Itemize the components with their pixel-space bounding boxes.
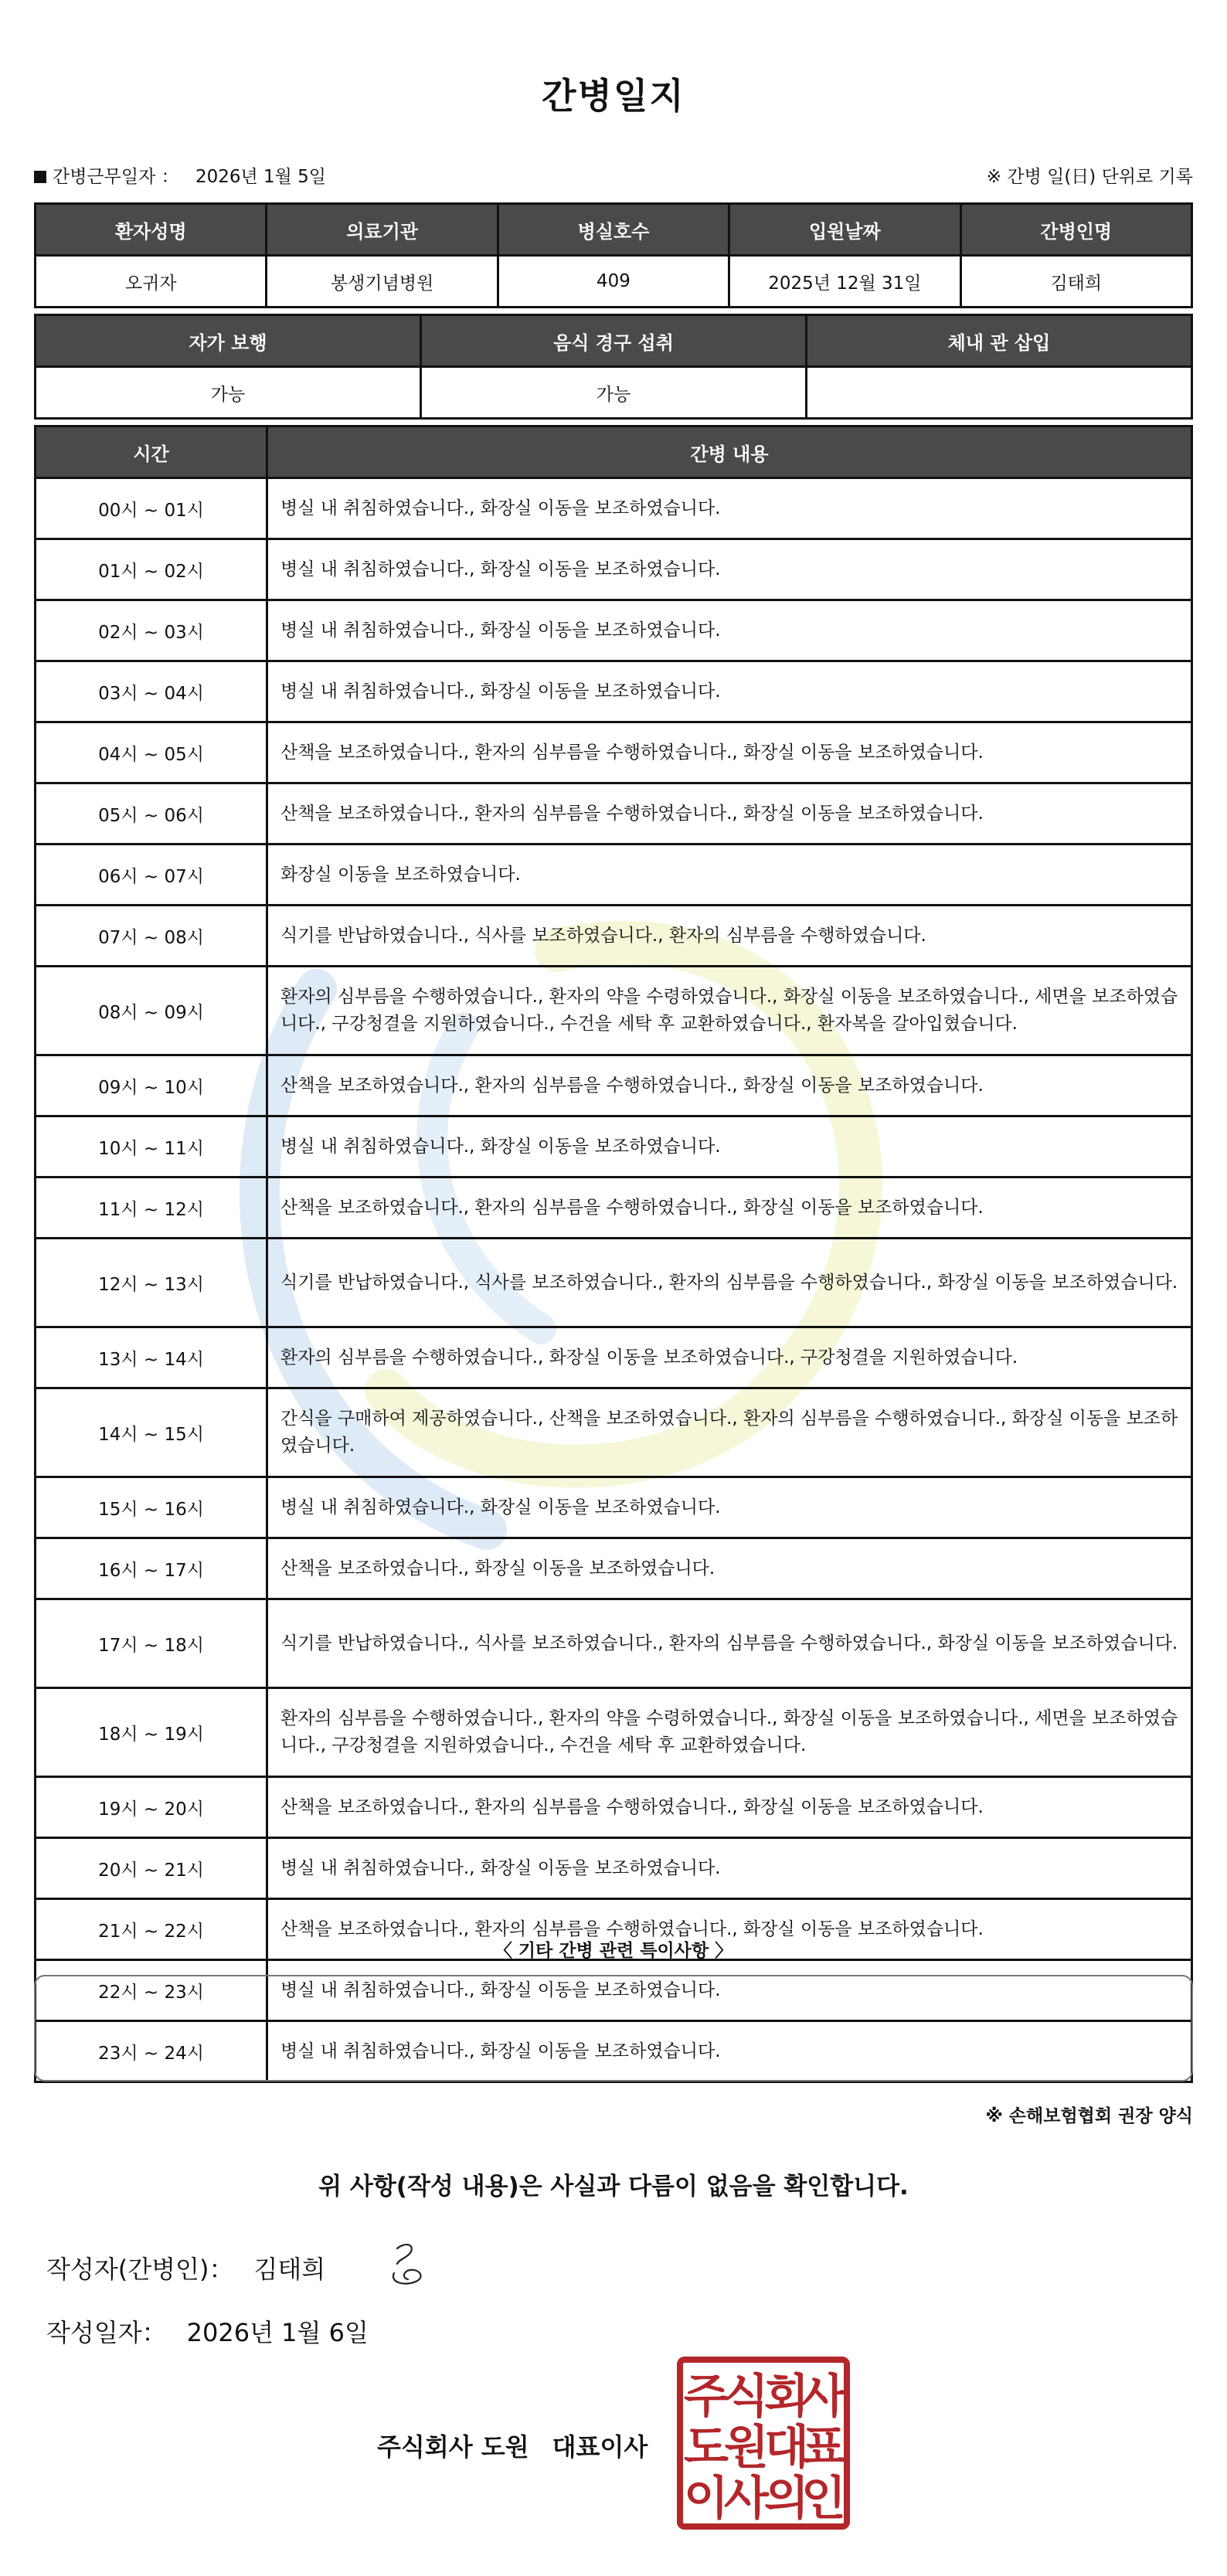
representative-title: 대표이사 [552, 2432, 648, 2462]
patient-table-row [36, 256, 1192, 308]
table-row [36, 1777, 1192, 1838]
table-row [36, 1838, 1192, 1899]
header-institution: 의료기관 [267, 204, 498, 256]
patient-table-header-row [36, 204, 1192, 256]
time-cell: 01시 ~ 02시 [36, 539, 267, 600]
seal-char: 표 [801, 2421, 846, 2475]
table-row [36, 1178, 1192, 1239]
work-date-value: 2026년 1월 5일 [195, 167, 327, 187]
time-cell: 10시 ~ 11시 [36, 1116, 267, 1178]
care-content-cell: 환자의 심부름을 수행하였습니다., 화장실 이동을 보조하였습니다., 구강청결을 지원하였습니다. [267, 1327, 1192, 1388]
time-cell: 17시 ~ 18시 [36, 1599, 267, 1688]
time-cell: 22시 ~ 23시 [36, 1960, 267, 2021]
time-cell: 04시 ~ 05시 [36, 722, 267, 783]
recommend-note: ※ 손해보험협회 권장 양식 [985, 2106, 1193, 2126]
time-cell: 09시 ~ 10시 [36, 1055, 267, 1116]
seal-char: 회 [764, 2370, 809, 2424]
time-cell: 07시 ~ 08시 [36, 906, 267, 967]
self-walking-value: 가능 [36, 367, 421, 419]
care-content-cell: 병실 내 취침하였습니다., 화장실 이동을 보조하였습니다. [267, 1116, 1192, 1178]
confirmation-statement: 위 사항(작성 내용)은 사실과 다름이 없음을 확인합니다. [318, 2173, 909, 2200]
company-name: 주식회사 도원 [377, 2432, 529, 2462]
patient-info-table [34, 202, 1193, 308]
seal-char: 도 [684, 2421, 729, 2475]
care-content-cell: 환자의 심부름을 수행하였습니다., 환자의 약을 수령하였습니다., 화장실 이동을 보조하였습니다., 세면을 보조하였습니다., 구강청결을 지원하였습니다., 수건을 세탁 후 교환하였습니다. [267, 1688, 1192, 1777]
care-content-cell: 병실 내 취침하였습니다., 화장실 이동을 보조하였습니다. [267, 478, 1192, 539]
time-cell: 02시 ~ 03시 [36, 600, 267, 661]
time-cell: 14시 ~ 15시 [36, 1388, 267, 1477]
tube-insertion-value [807, 367, 1192, 419]
written-date-value: 2026년 1월 6일 [186, 2318, 369, 2347]
care-content-cell: 병실 내 취침하였습니다., 화장실 이동을 보조하였습니다. [267, 1838, 1192, 1899]
table-row [36, 967, 1192, 1055]
care-content-cell: 식기를 반납하였습니다., 식사를 보조하였습니다., 환자의 심부름을 수행하였습니다., 화장실 이동을 보조하였습니다. [267, 1239, 1192, 1327]
care-content-cell: 산책을 보조하였습니다., 화장실 이동을 보조하였습니다. [267, 1538, 1192, 1599]
time-cell: 13시 ~ 14시 [36, 1327, 267, 1388]
special-notes-title: 〈 기타 간병 관련 특이사항 〉 [494, 1941, 733, 1961]
time-cell: 05시 ~ 06시 [36, 783, 267, 845]
care-content-cell: 병실 내 취침하였습니다., 화장실 이동을 보조하였습니다. [267, 2021, 1192, 2082]
work-date [34, 162, 326, 188]
table-row [36, 1388, 1192, 1477]
time-cell: 20시 ~ 21시 [36, 1838, 267, 1899]
header-oral-intake: 음식 경구 섭취 [421, 315, 807, 367]
header-patient-name: 환자성명 [36, 204, 267, 256]
care-content-cell: 환자의 심부름을 수행하였습니다., 환자의 약을 수령하였습니다., 화장실 이동을 보조하였습니다., 세면을 보조하였습니다., 구강청결을 지원하였습니다., 수건을 세탁 후 교환하였습니다., 환자복을 갈아입혔습니다. [267, 967, 1192, 1055]
time-cell: 12시 ~ 13시 [36, 1239, 267, 1327]
caregiver-name: 김태희 [960, 256, 1191, 308]
table-row [36, 1239, 1192, 1327]
care-content-cell: 산책을 보조하였습니다., 환자의 심부름을 수행하였습니다., 화장실 이동을 보조하였습니다. [267, 1777, 1192, 1838]
ability-table-header-row [36, 315, 1192, 367]
square-bullet-icon [34, 171, 46, 183]
company-line [377, 2428, 647, 2463]
header-caregiver-name: 간병인명 [960, 204, 1191, 256]
table-row [36, 478, 1192, 539]
table-row [36, 783, 1192, 845]
seal-char: 사 [724, 2472, 769, 2526]
patient-name: 오귀자 [36, 256, 267, 308]
header-room-number: 병실호수 [498, 204, 729, 256]
care-content-cell: 식기를 반납하였습니다., 식사를 보조하였습니다., 환자의 심부름을 수행하였습니다., 화장실 이동을 보조하였습니다. [267, 1599, 1192, 1688]
seal-char: 주 [684, 2370, 729, 2424]
table-row [36, 845, 1192, 906]
care-content-cell: 병실 내 취침하였습니다., 화장실 이동을 보조하였습니다. [267, 1960, 1192, 2021]
care-content-cell: 산책을 보조하였습니다., 환자의 심부름을 수행하였습니다., 화장실 이동을 보조하였습니다. [267, 783, 1192, 845]
seal-char: 이 [684, 2472, 729, 2526]
time-cell: 06시 ~ 07시 [36, 845, 267, 906]
table-row [36, 722, 1192, 783]
seal-char: 사 [801, 2370, 846, 2424]
care-log-rows [36, 478, 1192, 2082]
table-row [36, 1055, 1192, 1116]
written-date-line [46, 2313, 369, 2349]
company-seal [677, 2357, 850, 2530]
writer-line [46, 2250, 325, 2285]
work-date-label: 간병근무일자 ： [53, 167, 179, 187]
time-cell: 03시 ~ 04시 [36, 661, 267, 722]
seal-char: 대 [764, 2421, 809, 2475]
institution: 봉생기념병원 [267, 256, 498, 308]
header-time: 시간 [36, 427, 267, 478]
table-row [36, 906, 1192, 967]
header-tube-insertion: 체내 관 삽입 [807, 315, 1192, 367]
time-cell: 00시 ~ 01시 [36, 478, 267, 539]
care-content-cell: 산책을 보조하였습니다., 환자의 심부름을 수행하였습니다., 화장실 이동을 보조하였습니다. [267, 1055, 1192, 1116]
care-content-cell: 산책을 보조하였습니다., 환자의 심부름을 수행하였습니다., 화장실 이동을 보조하였습니다. [267, 722, 1192, 783]
admission-date: 2025년 12월 31일 [729, 256, 960, 308]
table-row [36, 600, 1192, 661]
care-content-cell: 간식을 구매하여 제공하였습니다., 산책을 보조하였습니다., 환자의 심부름을 수행하였습니다., 화장실 이동을 보조하였습니다. [267, 1388, 1192, 1477]
table-row [36, 1116, 1192, 1178]
ability-table-row [36, 367, 1192, 419]
table-row [36, 1599, 1192, 1688]
header-care-content: 간병 내용 [267, 427, 1192, 478]
time-cell: 18시 ~ 19시 [36, 1688, 267, 1777]
oral-intake-value: 가능 [421, 367, 807, 419]
time-cell: 08시 ~ 09시 [36, 967, 267, 1055]
time-cell: 15시 ~ 16시 [36, 1477, 267, 1538]
document-title: 간병일지 [542, 75, 685, 117]
writer-label: 작성자(간병인)： [46, 2255, 234, 2284]
care-content-cell: 병실 내 취침하였습니다., 화장실 이동을 보조하였습니다. [267, 600, 1192, 661]
care-content-cell: 병실 내 취침하였습니다., 화장실 이동을 보조하였습니다. [267, 661, 1192, 722]
writer-name: 김태희 [253, 2255, 326, 2284]
time-cell: 21시 ~ 22시 [36, 1899, 267, 1960]
header-self-walking: 자가 보행 [36, 315, 421, 367]
seal-char: 식 [724, 2370, 769, 2424]
seal-char: 의 [764, 2472, 809, 2526]
special-notes-box [34, 1975, 1193, 2082]
header-admission-date: 입원날짜 [729, 204, 960, 256]
table-row [36, 539, 1192, 600]
record-note: ※ 간병 일(日) 단위로 기록 [986, 167, 1193, 187]
patient-ability-table [34, 314, 1193, 420]
care-content-cell: 병실 내 취침하였습니다., 화장실 이동을 보조하였습니다. [267, 539, 1192, 600]
log-table-header-row [36, 427, 1192, 478]
room-number: 409 [498, 256, 729, 308]
care-content-cell: 산책을 보조하였습니다., 환자의 심부름을 수행하였습니다., 화장실 이동을 보조하였습니다. [267, 1178, 1192, 1239]
time-cell: 23시 ~ 24시 [36, 2021, 267, 2082]
table-row [36, 1477, 1192, 1538]
handwritten-signature [386, 2238, 433, 2292]
care-content-cell: 화장실 이동을 보조하였습니다. [267, 845, 1192, 906]
table-row [36, 1688, 1192, 1777]
care-log-table [34, 425, 1193, 2083]
table-row [36, 1327, 1192, 1388]
care-content-cell: 식기를 반납하였습니다., 식사를 보조하였습니다., 환자의 심부름을 수행하였습니다. [267, 906, 1192, 967]
time-cell: 11시 ~ 12시 [36, 1178, 267, 1239]
seal-char: 인 [801, 2472, 846, 2526]
seal-char: 원 [724, 2421, 769, 2475]
time-cell: 19시 ~ 20시 [36, 1777, 267, 1838]
care-content-cell: 병실 내 취침하였습니다., 화장실 이동을 보조하였습니다. [267, 1477, 1192, 1538]
care-content-cell: 산책을 보조하였습니다., 환자의 심부름을 수행하였습니다., 화장실 이동을 보조하였습니다. [267, 1899, 1192, 1960]
written-date-label: 작성일자： [46, 2318, 167, 2347]
table-row [36, 661, 1192, 722]
time-cell: 16시 ~ 17시 [36, 1538, 267, 1599]
table-row [36, 1538, 1192, 1599]
